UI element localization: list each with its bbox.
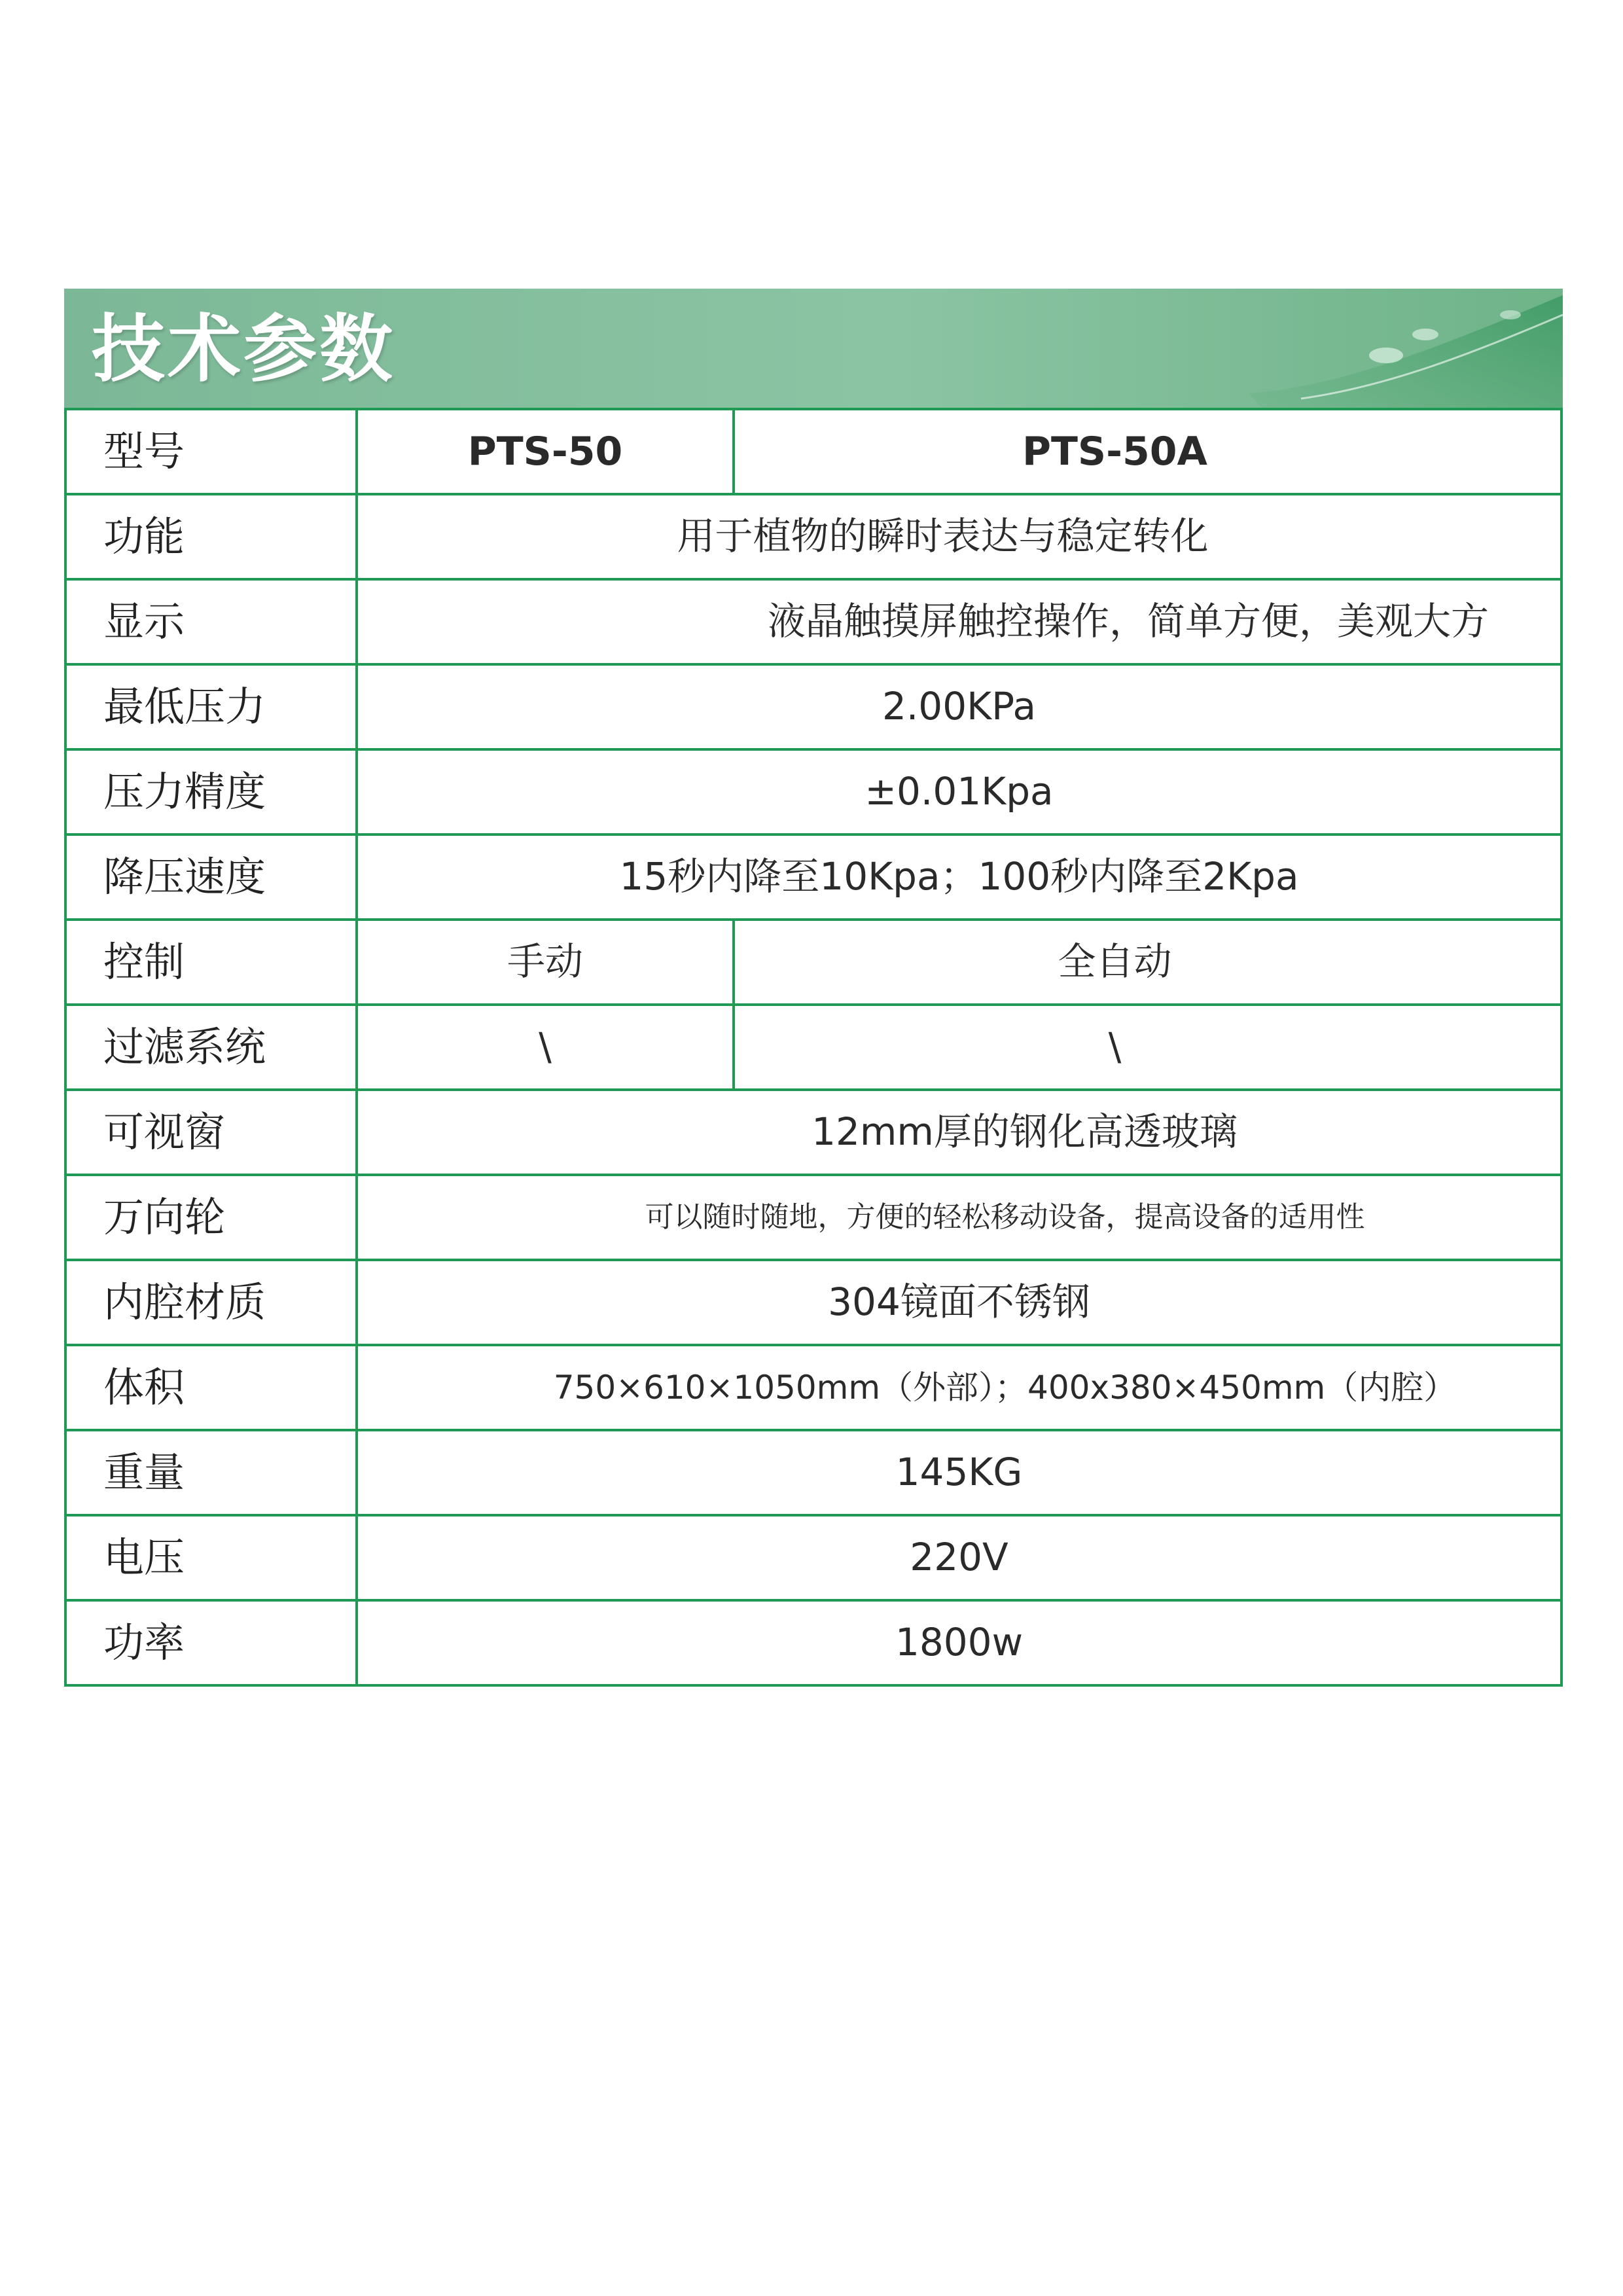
- row-label: 功率: [65, 1600, 357, 1685]
- row-value: 可以随时随地，方便的轻松移动设备，提高设备的适用性: [357, 1175, 1561, 1260]
- spec-table: [64, 408, 1563, 1687]
- table-row: [65, 1430, 1561, 1515]
- row-label: 电压: [65, 1515, 357, 1600]
- table-row: [65, 579, 1561, 664]
- table-row: [65, 1175, 1561, 1260]
- table-row: [65, 834, 1561, 920]
- table-row: [65, 920, 1561, 1005]
- row-value: 145KG: [357, 1430, 1561, 1515]
- spec-sheet: [64, 289, 1563, 1687]
- leaf-decoration-icon: [1222, 289, 1563, 408]
- section-banner: [64, 289, 1563, 408]
- table-row: [65, 1515, 1561, 1600]
- section-title: 技术参数: [92, 307, 395, 392]
- filter-pts50: \: [357, 1005, 734, 1090]
- row-value: 750×610×1050mm（外部）；400x380×450mm（内腔）: [357, 1345, 1561, 1430]
- row-label: 显示: [65, 579, 357, 664]
- control-auto: 全自动: [734, 920, 1561, 1005]
- row-value: 15秒内降至10Kpa；100秒内降至2Kpa: [357, 834, 1561, 920]
- row-value: 304镜面不锈钢: [357, 1260, 1561, 1345]
- row-value: 液晶触摸屏触控操作，简单方便，美观大方: [357, 579, 1561, 664]
- row-label: 最低压力: [65, 664, 357, 749]
- row-label: 过滤系统: [65, 1005, 357, 1090]
- table-row: [65, 1005, 1561, 1090]
- model-pts50: PTS-50: [357, 409, 734, 494]
- table-row: [65, 1090, 1561, 1175]
- row-value: 1800w: [357, 1600, 1561, 1685]
- model-pts50a: PTS-50A: [734, 409, 1561, 494]
- row-label: 型号: [65, 409, 357, 494]
- table-row: [65, 1260, 1561, 1345]
- table-row: [65, 409, 1561, 494]
- table-row: [65, 1600, 1561, 1685]
- filter-pts50a: \: [734, 1005, 1561, 1090]
- row-label: 内腔材质: [65, 1260, 357, 1345]
- row-value: 2.00KPa: [357, 664, 1561, 749]
- row-label: 体积: [65, 1345, 357, 1430]
- table-row: [65, 664, 1561, 749]
- row-label: 压力精度: [65, 749, 357, 834]
- row-value: 用于植物的瞬时表达与稳定转化: [357, 494, 1561, 579]
- row-value: 220V: [357, 1515, 1561, 1600]
- control-manual: 手动: [357, 920, 734, 1005]
- row-label: 控制: [65, 920, 357, 1005]
- row-label: 可视窗: [65, 1090, 357, 1175]
- row-label: 功能: [65, 494, 357, 579]
- row-value: 12mm厚的钢化高透玻璃: [357, 1090, 1561, 1175]
- table-row: [65, 1345, 1561, 1430]
- table-row: [65, 494, 1561, 579]
- row-label: 重量: [65, 1430, 357, 1515]
- row-value: ±0.01Kpa: [357, 749, 1561, 834]
- table-row: [65, 749, 1561, 834]
- row-label: 万向轮: [65, 1175, 357, 1260]
- row-label: 降压速度: [65, 834, 357, 920]
